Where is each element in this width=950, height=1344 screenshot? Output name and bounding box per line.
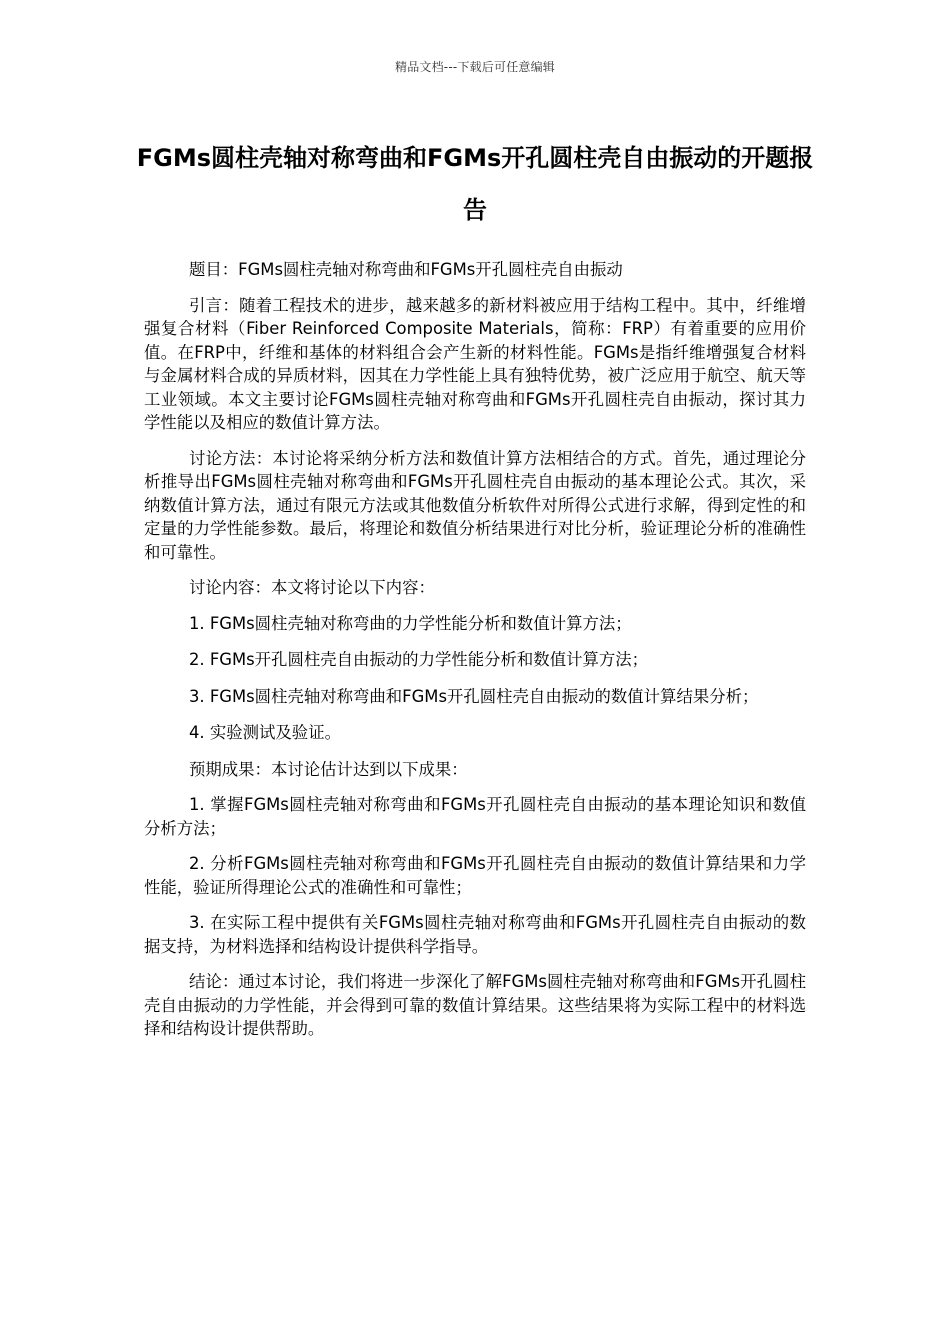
- document-title: FGMs圆柱壳轴对称弯曲和FGMs开孔圆柱壳自由振动的开题报告: [136, 144, 814, 224]
- content-item-1: 1. FGMs圆柱壳轴对称弯曲的力学性能分析和数值计算方法；: [189, 613, 632, 633]
- content-item-3: 3. FGMs圆柱壳轴对称弯曲和FGMs开孔圆柱壳自由振动的数值计算结果分析；: [189, 686, 759, 706]
- outcome-item-2: 2. 分析FGMs圆柱壳轴对称弯曲和FGMs开孔圆柱壳自由振动的数值计算结果和力学性能，验证所得理论公式的准确性和可靠性；: [144, 854, 806, 897]
- content-item-2: 2. FGMs开孔圆柱壳自由振动的力学性能分析和数值计算方法；: [189, 650, 649, 669]
- document-body: [144, 258, 806, 1053]
- outcome-item-3: 3. 在实际工程中提供有关FGMs圆柱壳轴对称弯曲和FGMs开孔圆柱壳自由振动的数据支持，为材料选择和结构设计提供科学指导。: [144, 913, 806, 956]
- conclusion-paragraph: 结论：通过本讨论，我们将进一步深化了解FGMs圆柱壳轴对称弯曲和FGMs开孔圆柱壳自由振动的力学性能，并会得到可靠的数值计算结果。这些结果将为实际工程中的材料选择和结构设计提供帮助。: [144, 972, 806, 1038]
- intro-paragraph: 引言：随着工程技术的进步，越来越多的新材料被应用于结构工程中。其中，纤维增强复合材料（Fiber Reinforced Composite Materials，简称：FRP）有着重要的应用价值。在FRP中，纤维和基体的材料组合会产生新的材料性能。FGMs是指纤维增强复合材料与金属材料合成的异质材料，因其在力学性能上具有独特优势，被广泛应用于航空、航天等工业领域。本文主要讨论FGMs圆柱壳轴对称弯曲和FGMs开孔圆柱壳自由振动，探讨其力学性能以及相应的数值计算方法。: [144, 295, 806, 432]
- outcome-item-1: 1. 掌握FGMs圆柱壳轴对称弯曲和FGMs开孔圆柱壳自由振动的基本理论知识和数值分析方法；: [144, 795, 806, 838]
- method-paragraph: 讨论方法：本讨论将采纳分析方法和数值计算方法相结合的方式。首先，通过理论分析推导出FGMs圆柱壳轴对称弯曲和FGMs开孔圆柱壳自由振动的基本理论公式。其次，采纳数值计算方法，通过有限元方法或其他数值分析软件对所得公式进行求解，得到定性的和定量的力学性能参数。最后，将理论和数值分析结果进行对比分析，验证理论分析的准确性和可靠性。: [144, 448, 806, 562]
- outcome-intro-paragraph: 预期成果：本讨论估计达到以下成果：: [189, 759, 468, 779]
- content-intro-paragraph: 讨论内容：本文将讨论以下内容：: [189, 578, 435, 597]
- topic-paragraph: 题目：FGMs圆柱壳轴对称弯曲和FGMs开孔圆柱壳自由振动: [189, 260, 623, 279]
- header-note: 精品文档---下载后可任意编辑: [395, 60, 555, 74]
- content-item-4: 4. 实验测试及验证。: [189, 723, 341, 742]
